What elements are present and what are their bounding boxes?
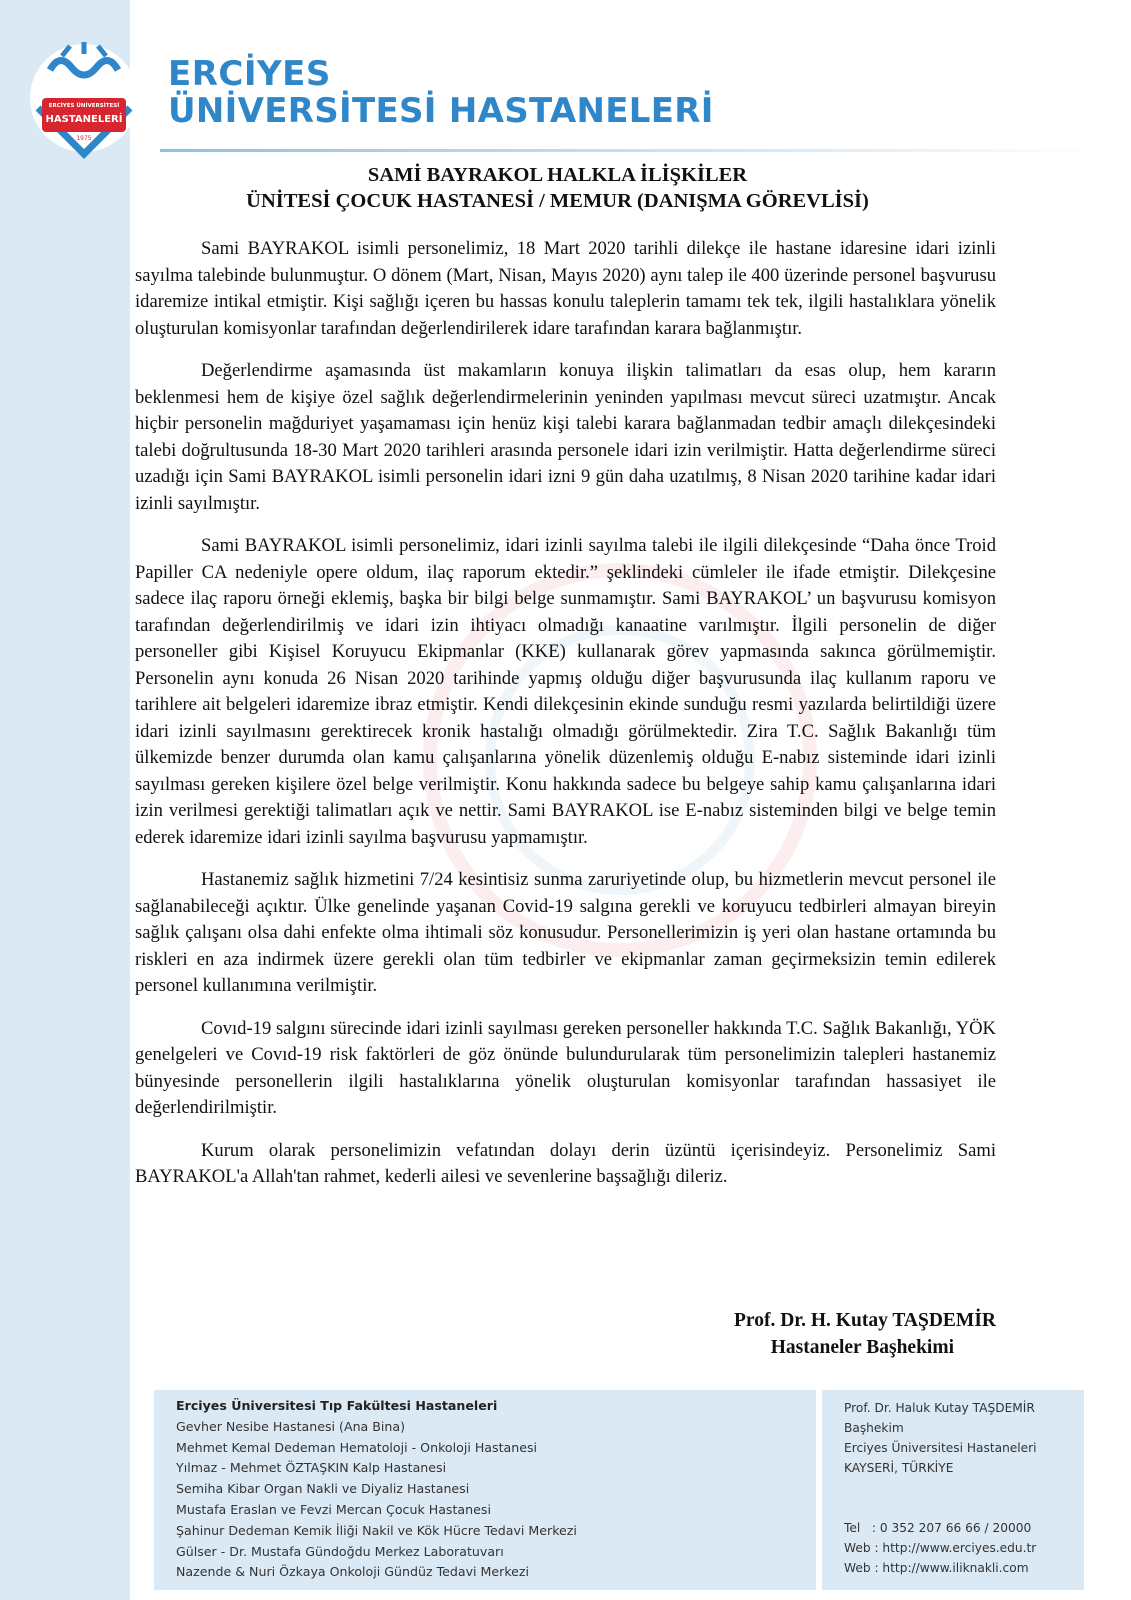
footer-address-line: Prof. Dr. Haluk Kutay TAŞDEMİR <box>844 1401 1035 1415</box>
footer-web-link[interactable]: Web : http://www.erciyes.edu.tr <box>844 1541 1037 1555</box>
logo-year: 1975 <box>76 135 92 142</box>
paragraph: Kurum olarak personelimizin vefatından dolayı derin üzüntü içerisindeyiz. Personelimiz Sami BAYRAKOL'a Allah'tan rahmet, kederli ailesi ve sevenlerine başsağlığı dileriz. <box>135 1139 996 1187</box>
paragraph: Sami BAYRAKOL isimli personelimiz, idari izinli sayılma talebi ile ilgili dilekçesinde “Daha önce Troid Papiller CA nedeniyle opere oldum, ilaç raporum ektedir.” şeklindeki cümleler ile ifade etmiştir. Dilekçesine sadece ilaç raporu örneği eklemiş, başka bir bilgi belge sunmamıştır. Sami BAYRAKOL’ un başvurusu komisyon tarafından değerlendirilmiş ve idari izin ihtiyacı olmadığı kanaatine varılmıştır. İlgili personelin de diğer personeller gibi Kişisel Koruyucu Ekipmanlar (KKE) kullanarak görev yapmasında sakınca görülmemiştir. Personelin aynı konuda 26 Nisan 2020 tarihinde yapmış olduğu diğer başvurusunda ilaç kullanım raporu ve tarihlere ait belgeleri idaremize ibraz etmiştir. Kendi dilekçesinin ekinde sunduğu resmi yazılarda belirtildiği üzere idari izinli sayılmasını gerektirecek kronik hastalığı olmadığı görülmektedir. Zira T.C. Sağlık Bakanlığı tüm ülkemizde benzer durumda olan kamu çalışanlarına yönelik düzenlemiş olduğu E-nabız sisteminde idari izinli sayılması gereken kişilere özel belge verilmiştir. Konu hakkında sadece bu belgeye sahip kamu çalışanlarına idari izin verilmesi gerektiği talimatları açık ve nettir. Sami BAYRAKOL ise E-nabız sisteminden bilgi ve belge temin ederek idaremize idari izinli sayılma başvurusu yapmamıştır. <box>135 535 996 848</box>
signature-role: Hastaneler Başhekimi <box>770 1337 954 1358</box>
side-strip <box>0 0 130 1600</box>
paragraph: Sami BAYRAKOL isimli personelimiz, 18 Mart 2020 tarihli dilekçe ile hastane idaresine idari izinli sayılma talebinde bulunmuştur. O dönem (Mart, Nisan, Mayıs 2020) aynı talep ile 400 üzerinde personel başvurusu idaremize intikal etmiştir. Kişi sağlığı içeren bu hassas konulu taleplerin tamamı tek tek, ilgili hastalıklara yönelik oluşturulan komisyonlar tarafından değerlendirilerek idare tarafından karara bağlanmıştır. <box>135 238 996 339</box>
footer-list-item: Mehmet Kemal Dedeman Hematoloji - Onkoloji Hastanesi <box>176 1439 538 1455</box>
signature-block <box>734 1307 996 1361</box>
footer-list-item: Nazende & Nuri Özkaya Onkoloji Gündüz Tedavi Merkezi <box>176 1564 530 1580</box>
title-line-1: SAMİ BAYRAKOL HALKLA İLİŞKİLER <box>367 164 748 186</box>
brand-name <box>168 56 714 129</box>
brand-line-1: ERCİYES <box>168 54 331 94</box>
paragraph: Değerlendirme aşamasında üst makamların konuya ilişkin talimatları da esas olup, hem kararın beklenmesi hem de kişiye özel sağlık değerlendirmelerinin yeninden yapılması mevcut süreci uzatmıştır. Ancak hiçbir personelin mağduriyet yaşamaması için henüz kişi talebi karara bağlanmadan tedbir amaçlı dilekçesindeki talebi doğrultusunda 18-30 Mart 2020 tarihleri arasında personele idari izin verilmiştir. Hatta değerlendirme süreci uzadığı için Sami BAYRAKOL isimli personelin idari izni 9 gün daha uzatılmış, 8 Nisan 2020 tarihine kadar idari izinli sayılmıştır. <box>135 360 996 514</box>
footer-list-item: Yılmaz - Mehmet ÖZTAŞKIN Kalp Hastanesi <box>176 1460 447 1476</box>
document-title <box>135 162 980 214</box>
footer-address-line: Erciyes Üniversitesi Hastaneleri <box>844 1441 1037 1455</box>
footer-contact <box>844 1518 1036 1578</box>
footer-address-line: Başhekim <box>844 1421 904 1435</box>
footer-list-item: Şahinur Dedeman Kemik İliği Nakil ve Kök Hücre Tedavi Merkezi <box>176 1522 577 1538</box>
footer-web-link[interactable]: Web : http://www.iliknakli.com <box>844 1561 1029 1575</box>
footer-list-item: Mustafa Eraslan ve Fevzi Mercan Çocuk Hastanesi <box>176 1501 491 1517</box>
footer-list-item: Semiha Kibar Organ Nakli ve Diyaliz Hastanesi <box>176 1481 470 1497</box>
paragraph: Covıd-19 salgını sürecinde idari izinli sayılması gereken personeller hakkında T.C. Sağlık Bakanlığı, YÖK genelgeleri ve Covıd-19 risk faktörleri de göz önünde bulundurularak tüm personelimizin talepleri hastanemiz bünyesinde personellerin ilgili hastalıklarına yönelik oluşturulan komisyonlar tarafından hassasiyet ile değerlendirilmiştir. <box>135 1017 996 1118</box>
letter-body <box>135 236 996 1207</box>
footer-phone: Tel : 0 352 207 66 66 / 20000 <box>844 1521 1032 1535</box>
footer <box>154 1390 1084 1590</box>
hospital-logo <box>28 34 140 164</box>
title-line-2: ÜNİTESİ ÇOCUK HASTANESİ / MEMUR (DANIŞMA GÖREVLİSİ) <box>246 190 869 212</box>
footer-address <box>844 1398 1037 1478</box>
footer-heading: Erciyes Üniversitesi Tıp Fakültesi Hastaneleri <box>176 1398 498 1413</box>
footer-list-item: Gevher Nesibe Hastanesi (Ana Bina) <box>176 1418 406 1434</box>
logo-text-top: ERCİYES ÜNİVERSİTESİ <box>48 103 120 109</box>
paragraph: Hastanemiz sağlık hizmetini 7/24 kesintisiz sunma zaruriyetinde olup, bu hizmetlerin mevcut personel ile sağlanabileceği açıktır. Ülke genelinde yaşanan Covid-19 salgına gerekli ve koruyucu tedbirleri almayan bireyin sağlık çalışanı olsa dahi enfekte olma ihtimali söz konusudur. Personellerimizin iş yeri olan hastane ortamında bu riskleri en aza indirmek üzere gerekli olan tüm tedbirler ve ekipmanlar zaman geçirmeksizin temin edilerek personel kullanımına verilmiştir. <box>135 869 996 996</box>
footer-divider <box>816 1390 822 1590</box>
footer-list-item: Gülser - Dr. Mustafa Gündoğdu Merkez Laboratuvarı <box>176 1543 504 1559</box>
brand-line-2: ÜNİVERSİTESİ HASTANELERİ <box>168 90 714 131</box>
header-rule <box>160 149 1100 152</box>
footer-address-line: KAYSERİ, TÜRKİYE <box>844 1461 954 1475</box>
footer-hospital-list <box>176 1396 577 1583</box>
signature-name: Prof. Dr. H. Kutay TAŞDEMİR <box>733 1310 996 1331</box>
logo-text-main: HASTANELERİ <box>45 114 123 125</box>
